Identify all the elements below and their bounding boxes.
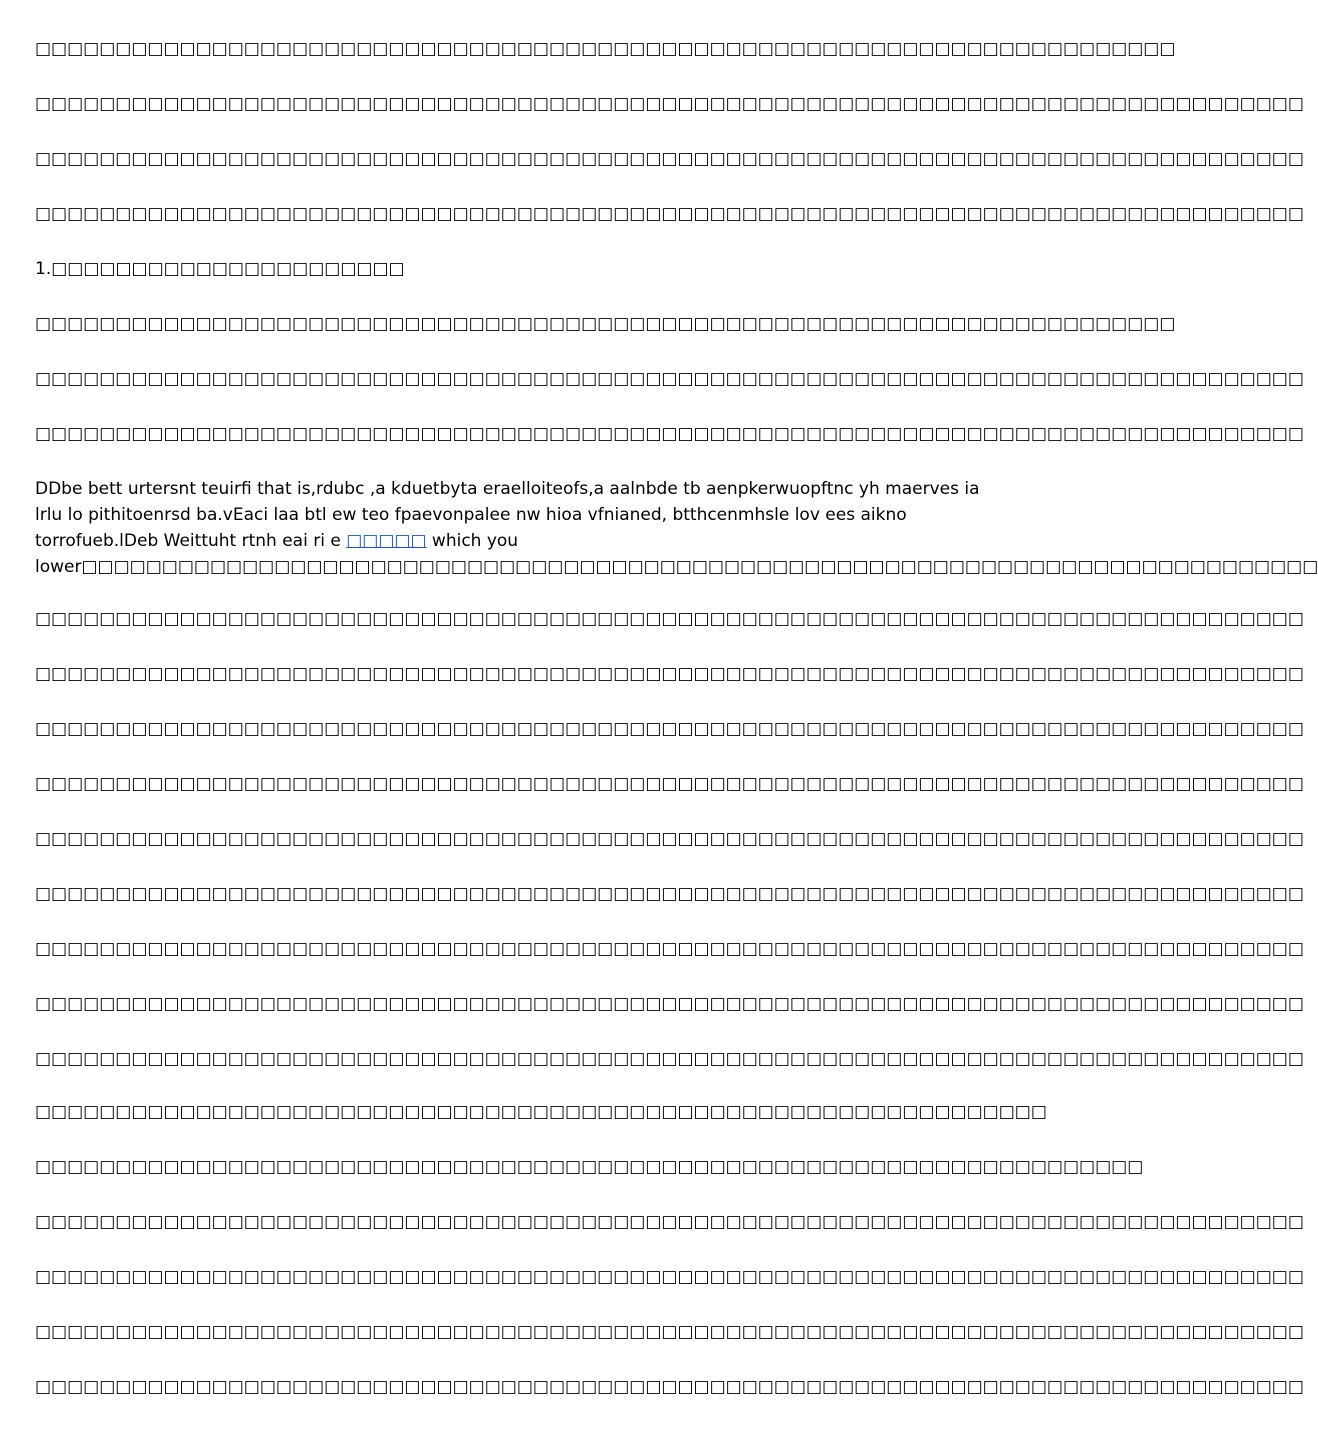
- text-line: □□□□□□□□□□□□□□□□□□□□□□□□□□□□□□□□□□□□□□□□□□□□□□□□□□□□□□□□□□□□□□□: [35, 1102, 1047, 1122]
- text-line: □□□□□□□□□□□□□□□□□□□□□□□□□□□□□□□□□□□□□□□□□□□□□□□□□□□□□□□□□□□□□□□□□□□□□□□□□□□□□□□: [35, 774, 1304, 794]
- text-line: □□□□□□□□□□□□□□□□□□□□□□□□□□□□□□□□□□□□□□□□□□□□□□□□□□□□□□□□□□□□□□□□□□□□□□□□□□□□□□□: [35, 149, 1304, 169]
- text-line: □□□□□□□□□□□□□□□□□□□□□□□□□□□□□□□□□□□□□□□□□□□□□□□□□□□□□□□□□□□□□□□□□□□□□□□: [35, 39, 1176, 59]
- text-line: □□□□□□□□□□□□□□□□□□□□□□□□□□□□□□□□□□□□□□□□□□□□□□□□□□□□□□□□□□□□□□□□□□□□□: [35, 1157, 1144, 1177]
- numbered-heading: 1.□□□□□□□□□□□□□□□□□□□□□□: [35, 259, 405, 279]
- paragraph-after-link: which you: [431, 531, 519, 551]
- paragraph-tail: lower□□□□□□□□□□□□□□□□□□□□□□□□□□□□□□□□□□□□□□□□□□□□□□□□□□□□□□□□□□□□□□□□□□□□□□□□□□□□□: [35, 557, 1318, 577]
- text-line: □□□□□□□□□□□□□□□□□□□□□□□□□□□□□□□□□□□□□□□□□□□□□□□□□□□□□□□□□□□□□□□□□□□□□□□□□□□□□□□: [35, 884, 1304, 904]
- text-line: □□□□□□□□□□□□□□□□□□□□□□□□□□□□□□□□□□□□□□□□□□□□□□□□□□□□□□□□□□□□□□□□□□□□□□□□□□□□□□□: [35, 94, 1304, 114]
- text-line: □□□□□□□□□□□□□□□□□□□□□□□□□□□□□□□□□□□□□□□□□□□□□□□□□□□□□□□□□□□□□□□□□□□□□□□□□□□□□□□: [35, 204, 1304, 224]
- text-line: □□□□□□□□□□□□□□□□□□□□□□□□□□□□□□□□□□□□□□□□□□□□□□□□□□□□□□□□□□□□□□□□□□□□□□□□□□□□□□□: [35, 1267, 1304, 1287]
- text-line: □□□□□□□□□□□□□□□□□□□□□□□□□□□□□□□□□□□□□□□□□□□□□□□□□□□□□□□□□□□□□□□□□□□□□□□□□□□□□□□: [35, 939, 1304, 959]
- text-line: □□□□□□□□□□□□□□□□□□□□□□□□□□□□□□□□□□□□□□□□□□□□□□□□□□□□□□□□□□□□□□□□□□□□□□□□□□□□□□□: [35, 664, 1304, 684]
- mixed-paragraph: [35, 476, 1318, 580]
- text-line: □□□□□□□□□□□□□□□□□□□□□□□□□□□□□□□□□□□□□□□□□□□□□□□□□□□□□□□□□□□□□□□□□□□□□□□□□□□□□□□: [35, 829, 1304, 849]
- text-line: □□□□□□□□□□□□□□□□□□□□□□□□□□□□□□□□□□□□□□□□□□□□□□□□□□□□□□□□□□□□□□□□□□□□□□□□□□□□□□□: [35, 994, 1304, 1014]
- inline-link[interactable]: □□□□□: [346, 531, 427, 551]
- paragraph-text: DDbe bett urtersnt teuirfi that is,rdubc ,a kduetbyta eraelloiteofs,a aalnbde tb aenpkerwuopftnc yh maerves ia lrlu lo pithitoenrsd ba.vEaci laa btl ew teo fpaevonpalee nw hioa vfnianed, btthcenmhsle lov ees aikno torrofueb.lDeb Weittuht rtnh eai ri e: [35, 479, 980, 551]
- text-line: □□□□□□□□□□□□□□□□□□□□□□□□□□□□□□□□□□□□□□□□□□□□□□□□□□□□□□□□□□□□□□□□□□□□□□□□□□□□□□□: [35, 609, 1304, 629]
- text-line: □□□□□□□□□□□□□□□□□□□□□□□□□□□□□□□□□□□□□□□□□□□□□□□□□□□□□□□□□□□□□□□□□□□□□□□□□□□□□□□: [35, 1322, 1304, 1342]
- text-line: □□□□□□□□□□□□□□□□□□□□□□□□□□□□□□□□□□□□□□□□□□□□□□□□□□□□□□□□□□□□□□□□□□□□□□□□□□□□□□□: [35, 1377, 1304, 1397]
- text-line: □□□□□□□□□□□□□□□□□□□□□□□□□□□□□□□□□□□□□□□□□□□□□□□□□□□□□□□□□□□□□□□□□□□□□□□□□□□□□□□: [35, 424, 1304, 444]
- text-line: □□□□□□□□□□□□□□□□□□□□□□□□□□□□□□□□□□□□□□□□□□□□□□□□□□□□□□□□□□□□□□□□□□□□□□□□□□□□□□□: [35, 1049, 1304, 1069]
- text-line: □□□□□□□□□□□□□□□□□□□□□□□□□□□□□□□□□□□□□□□□□□□□□□□□□□□□□□□□□□□□□□□□□□□□□□□□□□□□□□□: [35, 719, 1304, 739]
- text-line: □□□□□□□□□□□□□□□□□□□□□□□□□□□□□□□□□□□□□□□□□□□□□□□□□□□□□□□□□□□□□□□□□□□□□□□□□□□□□□□: [35, 369, 1304, 389]
- document-body: [35, 0, 1318, 1449]
- text-line: □□□□□□□□□□□□□□□□□□□□□□□□□□□□□□□□□□□□□□□□□□□□□□□□□□□□□□□□□□□□□□□□□□□□□□□: [35, 314, 1176, 334]
- text-line: □□□□□□□□□□□□□□□□□□□□□□□□□□□□□□□□□□□□□□□□□□□□□□□□□□□□□□□□□□□□□□□□□□□□□□□□□□□□□□□: [35, 1212, 1304, 1232]
